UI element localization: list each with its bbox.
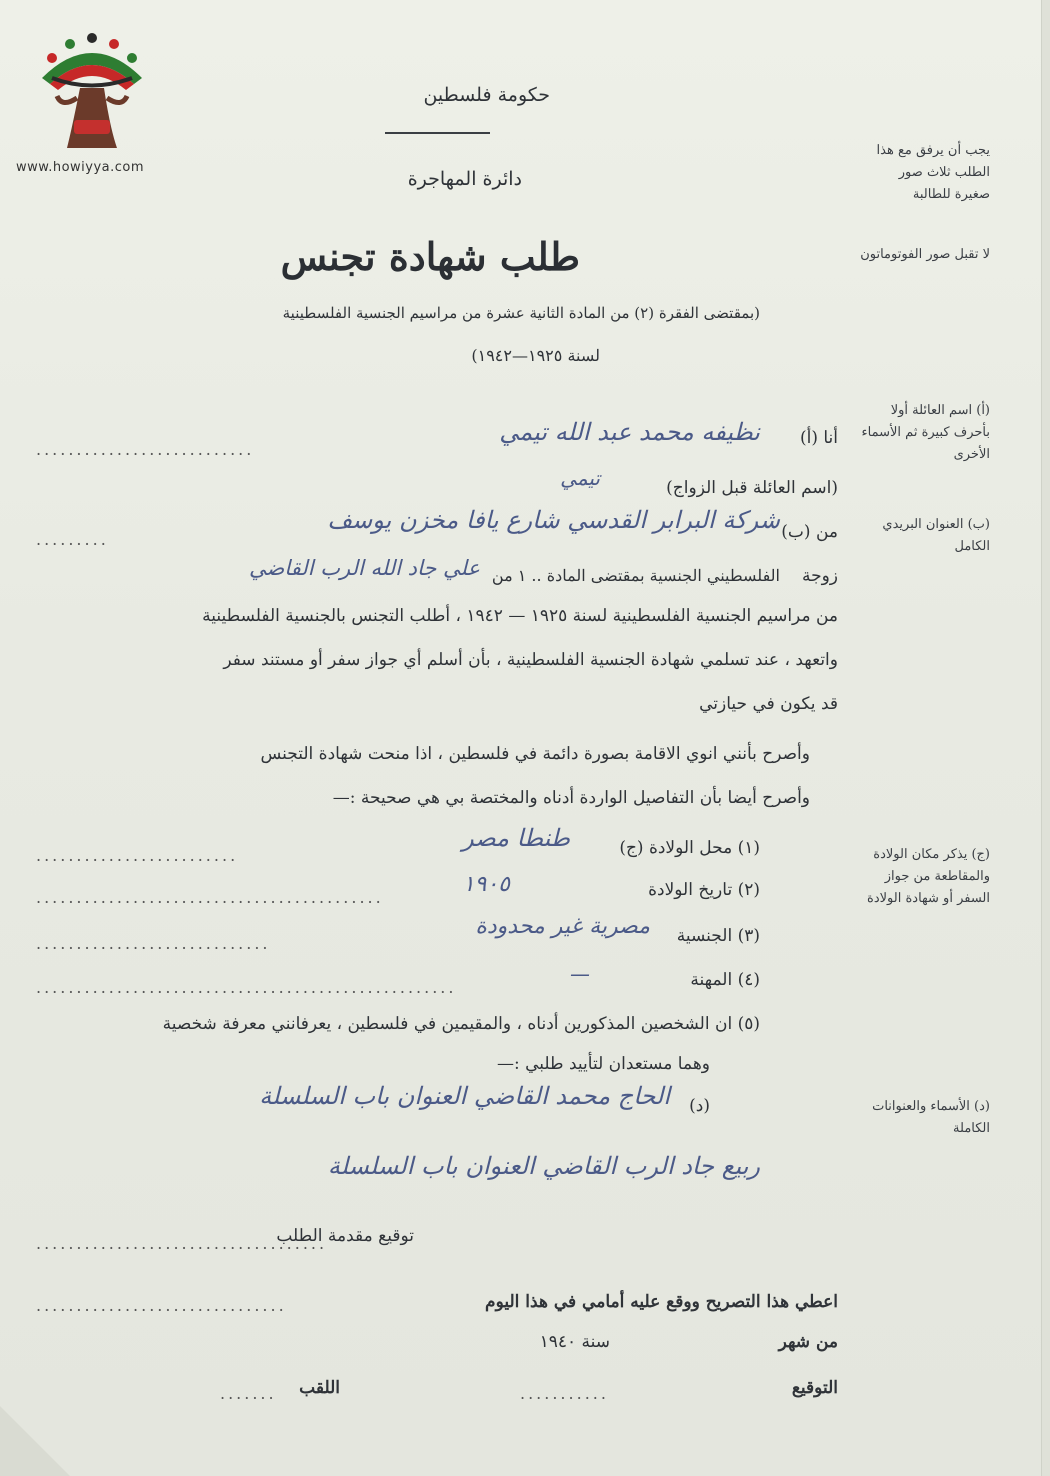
item-3-value: مصرية غير محدودة [475,914,650,939]
side-note-photomaton: لا تقبل صور الفوتوماتون [860,247,990,262]
item-3-label: (٣) الجنسية [676,926,760,946]
website-url: www.howiyya.com [16,160,145,175]
maiden-name-label: (اسم العائلة قبل الزواج) [666,478,838,498]
page-edge [1041,0,1050,1476]
government-header: حكومة فلسطين [423,84,550,106]
d-value-2: ربيع جاد الرب القاضي العنوان باب السلسلة [327,1152,760,1180]
department-header: دائرة المهاجرة [407,168,522,190]
paragraph-4: وأصرح بأنني انوي الاقامة بصورة دائمة في فلسطين ، اذا منحت شهادة التجنس [260,744,810,764]
wife-label: زوجة [801,566,838,586]
line-b-value: شركة البرابر القدسي شارع يافا مخزن يوسف [327,506,780,534]
item-1-dots: ......................... [36,846,239,865]
signature-label: التوقيع [791,1378,838,1398]
side-note-c: (ج) يذكر مكان الولادة والمقاطعة من جواز السفر أو شهادة الولادة [867,847,990,906]
item-1-value: طنطا مصر [462,824,570,852]
maiden-name-value: تيمي [560,466,600,490]
paragraph-5: وأصرح أيضا بأن التفاصيل الواردة أدناه والمختصة بي هي صحيحة :— [332,788,810,808]
form-title: طلب شهادة تجنس [280,234,580,279]
item-2-label: (٢) تاريخ الولادة [648,880,760,900]
header-divider [385,132,490,134]
side-note-b: (ب) العنوان البريدي الكامل [882,517,990,554]
line-a-label: أنا (أ) [799,428,838,448]
month-label: من شهر [778,1332,838,1352]
form-subtitle: (بمقتضى الفقرة (٢) من المادة الثانية عشرة من مراسيم الجنسية الفلسطينية [282,304,760,322]
declaration: اعطي هذا التصريح ووقع عليه أمامي في هذا اليوم [485,1292,838,1312]
line-a-dots: ........................... [36,440,255,459]
item-1-label: (١) محل الولادة (ج) [619,838,760,858]
wife-value: علي جاد الله الرب القاضي [248,556,480,580]
d-value-1: الحاج محمد القاضي العنوان باب السلسلة [259,1082,670,1110]
wife-suffix: الفلسطيني الجنسية بمقتضى المادة .. ١ من [491,566,780,585]
item-5-cont: وهما مستعدان لتأييد طلبي :— [497,1054,710,1074]
signature-dots: ........... [520,1384,609,1403]
title-label: اللقب [299,1378,340,1398]
applicant-signature-label: توقيع مقدمة الطلب [276,1226,414,1246]
item-3-dots: ............................. [36,934,271,953]
d-label: (د) [689,1096,710,1116]
paragraph-2: واتعهد ، عند تسلمي شهادة الجنسية الفلسطينية ، بأن أسلم أي جواز سفر أو مستند سفر [223,650,838,670]
year-label: سنة ١٩٤٠ [539,1332,610,1352]
item-5-label: (٥) ان الشخصين المذكورين أدناه ، والمقيمين في فلسطين ، يعرفانني معرفة شخصية [162,1014,760,1034]
line-b-dots: ......... [36,530,109,549]
line-a-value: نظيفه محمد عبد الله تيمي [499,418,760,446]
title-dots: ....... [220,1384,277,1403]
item-2-dots: ........................................... [36,888,384,907]
side-note-d: (د) الأسماء والعنوانات الكاملة [872,1099,990,1136]
declaration-dots: ............................... [36,1296,287,1315]
paragraph-3: قد يكون في حيازتي [699,694,838,714]
side-note-photos: يجب أن يرفق مع هذا الطلب ثلاث صور صغيرة للطالبة [876,143,990,202]
side-note-a: (أ) اسم العائلة أولا بأحرف كبيرة ثم الأسماء الأخرى [861,403,990,462]
item-4-label: (٤) المهنة [690,970,760,990]
paragraph-1: من مراسيم الجنسية الفلسطينية لسنة ١٩٢٥ — ١٩٤٢ ، أطلب التجنس بالجنسية الفلسطينية [202,606,838,626]
folded-corner [0,1406,70,1476]
applicant-signature-dots: .................................... [36,1234,328,1253]
item-4-value: — [570,962,590,986]
line-b-label: من (ب) [781,522,838,542]
form-subtitle-year: لسنة ١٩٢٥—١٩٤٢) [471,346,600,365]
item-4-dots: .................................................... [36,978,457,997]
item-2-value: ١٩٠٥ [462,872,510,897]
